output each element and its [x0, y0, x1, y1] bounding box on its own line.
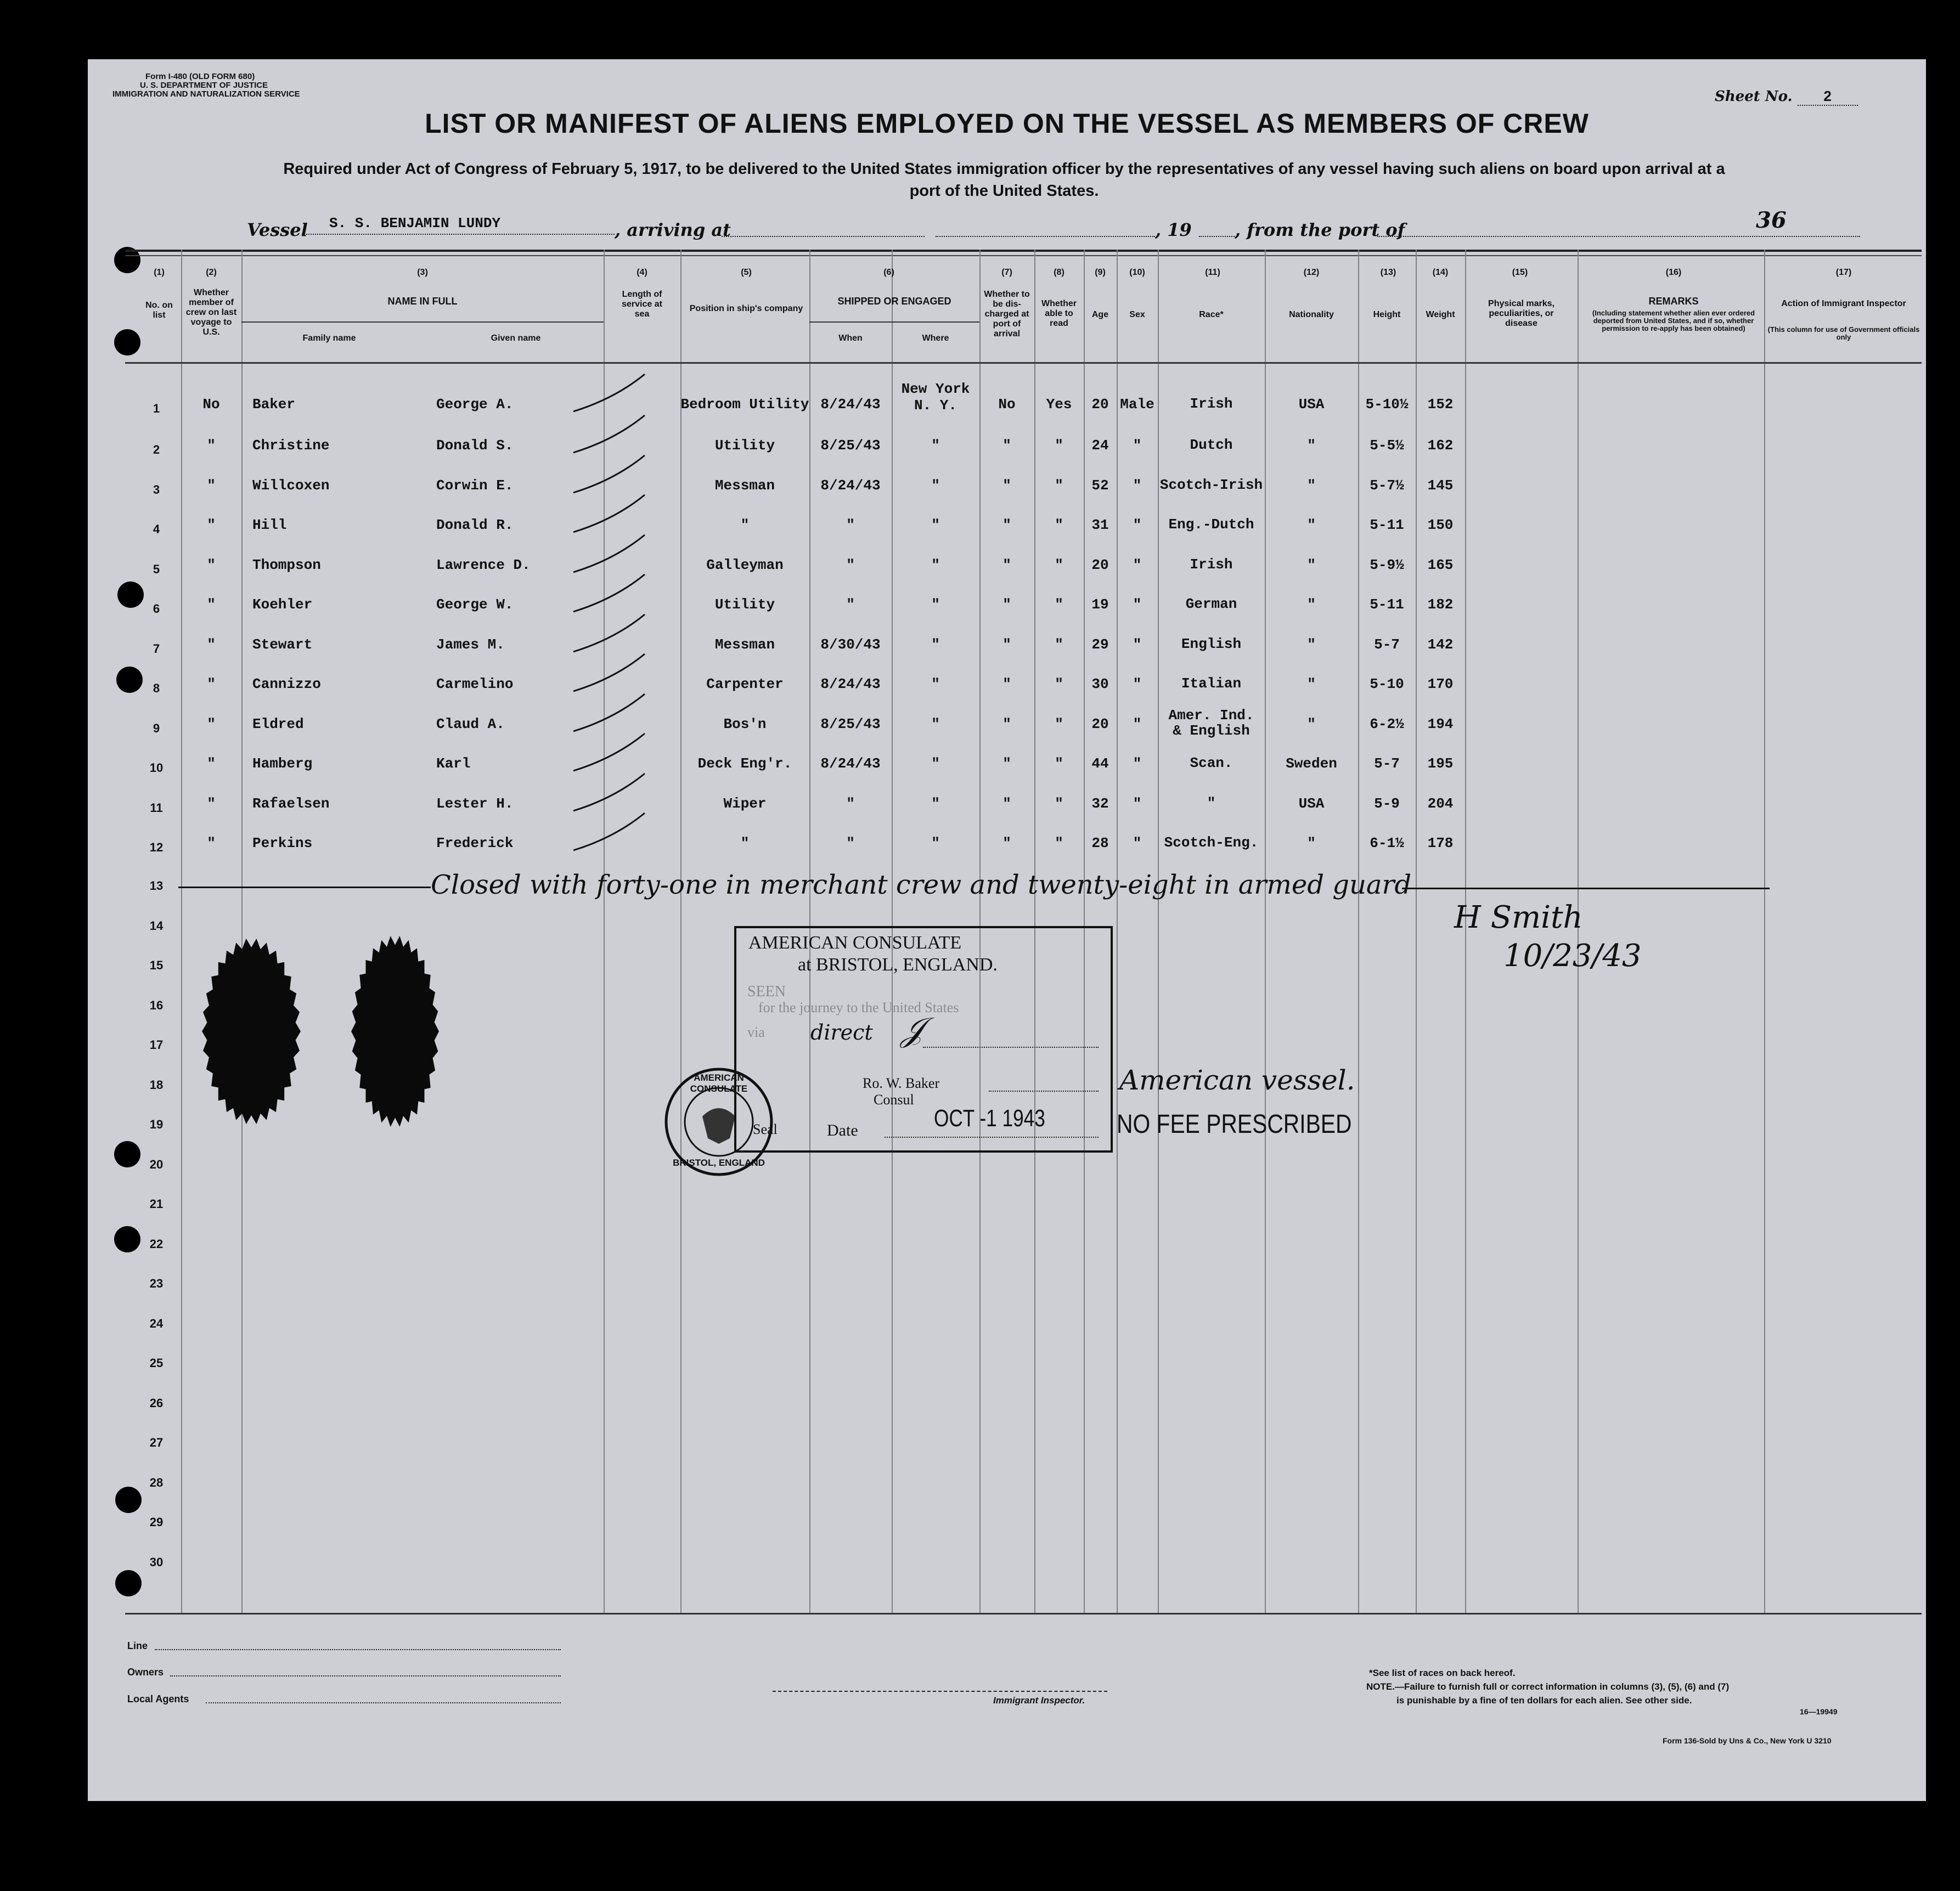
row-number: 10: [149, 761, 164, 775]
cell-weight: 152: [1427, 396, 1454, 413]
col11-number: (11): [1205, 268, 1220, 277]
cell-prev-voyage: ": [207, 755, 216, 772]
col1-number: (1): [154, 268, 165, 277]
cell-nationality: ": [1307, 557, 1316, 573]
punch-hole: [115, 1487, 142, 1513]
cell-able-read: ": [1055, 517, 1063, 533]
col17-header: Action of Immigrant Inspector: [1781, 299, 1906, 308]
cell-race: Eng.-Dutch: [1168, 516, 1254, 533]
arriving-label: , arriving at: [615, 219, 731, 240]
consul-signature: 𝒥: [901, 1011, 924, 1049]
cell-able-read: ": [1055, 596, 1063, 613]
cell-nationality: ": [1307, 437, 1316, 454]
cell-shipped-where: ": [931, 676, 940, 692]
stamp-consul-name: Ro. W. Baker: [863, 1075, 940, 1091]
cell-position: Galleyman: [706, 557, 784, 573]
stamp-date: OCT -1 1943: [934, 1105, 1045, 1132]
cell-weight: 204: [1427, 795, 1454, 812]
from-port-label: , from the port of: [1235, 219, 1405, 240]
cell-position: Utility: [714, 437, 775, 454]
punch-hole: [116, 667, 143, 693]
cell-race: English: [1181, 636, 1242, 652]
col13-number: (13): [1380, 268, 1396, 277]
american-vessel-note: American vessel.: [1119, 1064, 1355, 1096]
cell-nationality: USA: [1298, 396, 1325, 413]
cell-position: Wiper: [723, 795, 767, 812]
cell-age: 44: [1091, 755, 1109, 772]
cell-able-read: ": [1055, 636, 1063, 653]
cell-discharged: ": [1002, 755, 1011, 772]
cell-prev-voyage: ": [207, 477, 216, 494]
col6b-header: Where: [922, 334, 949, 343]
row-number: 5: [153, 562, 160, 576]
cell-sex: ": [1133, 517, 1142, 533]
cell-sex: ": [1133, 755, 1142, 772]
row-number: 22: [149, 1237, 164, 1251]
printer-note: Form 136-Sold by Uns & Co., New York U 3210: [1663, 1736, 1832, 1745]
vessel-name: S. S. BENJAMIN LUNDY: [329, 215, 501, 232]
cell-weight: 145: [1427, 477, 1454, 494]
year-label: , 19: [1155, 219, 1192, 240]
cell-able-read: ": [1055, 795, 1063, 812]
cell-shipped-when: ": [846, 517, 855, 533]
col5-number: (5): [741, 268, 752, 277]
row-number: 4: [153, 522, 160, 536]
department-name: U. S. DEPARTMENT OF JUSTICE: [140, 81, 268, 90]
cell-able-read: ": [1055, 477, 1063, 494]
cell-age: 52: [1091, 477, 1109, 494]
col3-number: (3): [417, 268, 428, 277]
cell-given-name: Carmelino: [436, 676, 514, 692]
row-number: 12: [149, 840, 164, 854]
sheet-label: Sheet No.: [1715, 88, 1793, 105]
cell-discharged: ": [1002, 477, 1011, 494]
col6-header: SHIPPED OR ENGAGED: [837, 296, 951, 307]
form-subtitle-line2: port of the United States.: [909, 182, 1099, 200]
cell-discharged: ": [1002, 437, 1011, 454]
cell-discharged: ": [1002, 676, 1011, 692]
col4-number: (4): [637, 268, 647, 277]
cell-weight: 150: [1427, 517, 1454, 533]
cell-nationality: ": [1307, 517, 1316, 533]
cell-discharged: ": [1002, 716, 1011, 732]
col7-number: (7): [1001, 268, 1012, 277]
cell-shipped-where: ": [931, 795, 940, 812]
cell-able-read: Yes: [1046, 396, 1072, 413]
col2-header: Whether member of crew on last voyage to U.S.: [185, 288, 237, 337]
cell-height: 5-10: [1370, 676, 1404, 692]
col7-header: Whether to be dis-charged at port of arrival: [984, 290, 1030, 338]
cell-family-name: Stewart: [252, 636, 313, 653]
col15-number: (15): [1512, 268, 1528, 277]
row-number: 26: [149, 1396, 164, 1410]
form-number: Form I-480 (OLD FORM 680): [145, 72, 255, 81]
cell-race: Scotch-Irish: [1159, 477, 1263, 493]
col3a-header: Family name: [302, 334, 356, 343]
cell-family-name: Baker: [252, 396, 296, 413]
col11-header: Race*: [1199, 310, 1224, 319]
cell-weight: 182: [1427, 596, 1454, 613]
stamp-via-label: via: [747, 1024, 765, 1040]
cell-height: 5-11: [1370, 596, 1404, 613]
cell-discharged: ": [1002, 557, 1011, 573]
col5-header: Position in ship's company: [689, 304, 803, 313]
row-number: 14: [149, 918, 164, 933]
cell-prev-voyage: ": [207, 517, 216, 533]
row-number: 8: [153, 681, 160, 695]
punch-hole: [114, 329, 140, 355]
cell-sex: ": [1133, 437, 1142, 454]
cell-height: 5-10½: [1365, 396, 1409, 413]
cell-discharged: ": [1002, 835, 1011, 851]
col3-header: NAME IN FULL: [387, 296, 458, 307]
cell-position: Messman: [714, 477, 775, 494]
row-number: 30: [149, 1555, 164, 1569]
cell-shipped-where: ": [931, 636, 940, 653]
col9-header: Age: [1091, 310, 1109, 319]
cell-position: ": [740, 835, 750, 851]
cell-prev-voyage: ": [207, 437, 216, 454]
cell-race: Scan.: [1190, 755, 1233, 771]
col10-number: (10): [1129, 268, 1145, 277]
stamp-consul-title: Consul: [874, 1092, 914, 1108]
cell-shipped-when: 8/24/43: [820, 676, 881, 692]
cell-family-name: Thompson: [252, 557, 321, 573]
cell-given-name: George W.: [436, 596, 514, 613]
races-note: *See list of races on back hereof.: [1369, 1668, 1516, 1678]
cell-shipped-where: ": [931, 437, 940, 454]
line-label: Line: [127, 1640, 148, 1651]
col16-subheader: (Including statement whether alien ever ordered deported from United States, and if so, whether permission to re-apply has been obtained): [1592, 309, 1755, 332]
inspector-signature: H Smith: [1454, 900, 1583, 935]
cell-race: ": [1207, 795, 1216, 811]
stamp-seen: SEEN: [747, 983, 786, 1000]
cell-family-name: Christine: [252, 437, 330, 454]
cell-shipped-when: 8/25/43: [820, 716, 881, 732]
row-number: 15: [149, 958, 164, 972]
cell-weight: 162: [1427, 437, 1454, 454]
row-number: 27: [149, 1436, 164, 1449]
cell-shipped-when: ": [846, 557, 855, 573]
cell-given-name: Lawrence D.: [436, 557, 531, 573]
cell-sex: Male: [1120, 396, 1154, 413]
cell-nationality: ": [1307, 477, 1316, 494]
cell-nationality: ": [1307, 676, 1316, 692]
penalty-note-2: is punishable by a fine of ten dollars for each alien. See other side.: [1396, 1695, 1692, 1706]
col6a-header: When: [838, 334, 863, 343]
cell-height: 6-1½: [1370, 835, 1404, 851]
row-number: 16: [149, 998, 164, 1012]
cell-age: 32: [1091, 795, 1109, 812]
cell-shipped-where: ": [931, 835, 940, 851]
row-number: 7: [153, 642, 160, 656]
row-number: 20: [149, 1157, 164, 1171]
sheet-number: 2: [1798, 88, 1858, 106]
col14-header: Weight: [1426, 310, 1455, 319]
col12-header: Nationality: [1289, 310, 1334, 319]
cell-position: ": [740, 517, 750, 533]
cell-given-name: James M.: [436, 636, 505, 653]
cell-given-name: Lester H.: [436, 795, 514, 812]
cell-shipped-when: 8/24/43: [820, 477, 881, 494]
stamp-journey: for the journey to the United States: [758, 1000, 959, 1015]
cell-height: 5-9: [1374, 795, 1400, 812]
cell-race: Irish: [1190, 556, 1233, 573]
no-fee-stamp: NO FEE PRESCRIBED: [1117, 1110, 1352, 1139]
row-number: 21: [149, 1197, 164, 1211]
cell-height: 5-9½: [1370, 557, 1404, 573]
row-number: 9: [153, 721, 160, 735]
closing-line-left: [178, 887, 431, 888]
row-number: 2: [153, 443, 160, 456]
cell-shipped-where: New York N. Y.: [901, 381, 970, 414]
cell-family-name: Rafaelsen: [252, 795, 330, 812]
cell-position: Messman: [714, 636, 775, 653]
row-number: 13: [149, 879, 164, 893]
cell-shipped-when: ": [846, 835, 855, 851]
cell-nationality: ": [1307, 716, 1316, 732]
cell-age: 20: [1091, 396, 1109, 413]
punch-hole: [115, 1570, 142, 1596]
cell-shipped-when: 8/25/43: [820, 437, 881, 454]
col2-number: (2): [206, 268, 217, 277]
immigrant-inspector-label: Immigrant Inspector.: [993, 1695, 1085, 1706]
cell-nationality: ": [1307, 835, 1316, 851]
col1-header: No. on list: [145, 301, 173, 320]
cell-nationality: USA: [1298, 795, 1325, 812]
cell-discharged: ": [1002, 636, 1011, 653]
cell-weight: 195: [1427, 755, 1454, 772]
cell-able-read: ": [1055, 716, 1063, 732]
cell-race: Amer. Ind. & English: [1168, 707, 1254, 739]
cell-age: 31: [1091, 517, 1109, 533]
cell-given-name: Claud A.: [436, 716, 505, 732]
cell-age: 19: [1091, 596, 1109, 613]
cell-shipped-where: ": [931, 755, 940, 772]
cell-prev-voyage: ": [207, 716, 216, 732]
form-code: 16—19949: [1800, 1707, 1838, 1716]
col3b-header: Given name: [491, 334, 541, 343]
col13-header: Height: [1373, 310, 1401, 319]
cell-age: 20: [1091, 557, 1109, 573]
row-number: 18: [149, 1077, 164, 1092]
cell-sex: ": [1133, 795, 1142, 812]
cell-prev-voyage: ": [207, 557, 216, 573]
cell-family-name: Koehler: [252, 596, 313, 613]
cell-weight: 165: [1427, 557, 1454, 573]
cell-prev-voyage: ": [207, 596, 216, 613]
row-number: 17: [149, 1038, 164, 1052]
col10-header: Sex: [1129, 310, 1145, 319]
cell-prev-voyage: ": [207, 676, 216, 692]
cell-nationality: ": [1307, 596, 1316, 613]
cell-shipped-where: ": [931, 517, 940, 533]
cell-age: 24: [1091, 437, 1109, 454]
service-name: IMMIGRATION AND NATURALIZATION SERVICE: [112, 89, 300, 99]
cell-family-name: Willcoxen: [252, 477, 330, 494]
form-title: LIST OR MANIFEST OF ALIENS EMPLOYED ON THE VESSEL AS MEMBERS OF CREW: [425, 108, 1589, 139]
cell-height: 5-7½: [1370, 477, 1404, 494]
seal-top-text: AMERICAN CONSULATE: [690, 1072, 748, 1094]
cell-given-name: Frederick: [436, 835, 514, 851]
cell-shipped-where: ": [931, 716, 940, 732]
cell-shipped-where: ": [931, 557, 940, 573]
cell-position: Bos'n: [723, 716, 767, 732]
cell-able-read: ": [1055, 835, 1063, 851]
cell-sex: ": [1133, 557, 1142, 573]
cell-given-name: George A.: [436, 396, 514, 413]
stamp-via-value: direct: [810, 1020, 873, 1045]
col17-subheader: (This column for use of Government officials only: [1767, 325, 1920, 341]
cell-discharged: ": [1002, 795, 1011, 812]
cell-shipped-when: 8/24/43: [820, 755, 881, 772]
cell-height: 5-7: [1374, 755, 1400, 772]
cell-height: 5-5½: [1370, 437, 1404, 454]
row-number: 11: [150, 801, 163, 815]
col9-number: (9): [1095, 268, 1106, 277]
local-agents-label: Local Agents: [127, 1694, 189, 1704]
cell-able-read: ": [1055, 755, 1063, 772]
cell-height: 6-2½: [1370, 716, 1404, 732]
cell-family-name: Eldred: [252, 716, 304, 732]
cell-family-name: Hill: [252, 517, 287, 533]
cell-height: 5-7: [1374, 636, 1400, 653]
cell-shipped-when: ": [846, 596, 855, 613]
cell-shipped-when: 8/30/43: [820, 636, 881, 653]
cell-race: Dutch: [1190, 437, 1233, 453]
cell-race: Scotch-Eng.: [1164, 834, 1259, 851]
row-number: 1: [153, 402, 160, 415]
cell-given-name: Donald R.: [436, 517, 514, 533]
stamp-consulate: AMERICAN CONSULATE: [748, 933, 962, 953]
cell-given-name: Donald S.: [436, 437, 514, 454]
cell-family-name: Perkins: [252, 835, 313, 851]
cell-prev-voyage: ": [207, 795, 216, 812]
cell-sex: ": [1133, 835, 1142, 851]
col14-number: (14): [1432, 268, 1449, 277]
closing-note: Closed with forty-one in merchant crew and twenty-eight in armed guard: [431, 870, 1412, 900]
row-number: 24: [149, 1316, 164, 1330]
handwritten-number: 36: [1756, 207, 1787, 233]
cell-discharged: ": [1002, 596, 1011, 613]
seal-bottom-text: BRISTOL, ENGLAND: [673, 1158, 765, 1168]
cell-age: 30: [1091, 676, 1109, 692]
row-number: 29: [149, 1515, 164, 1529]
col4-header: Length of service at sea: [622, 290, 662, 319]
cell-sex: ": [1133, 636, 1142, 653]
punch-hole: [114, 1226, 140, 1252]
cell-weight: 178: [1427, 835, 1454, 851]
cell-able-read: ": [1055, 437, 1063, 454]
cell-discharged: No: [998, 396, 1016, 413]
owners-label: Owners: [127, 1667, 164, 1678]
closing-line-right: [1402, 888, 1770, 889]
cell-prev-voyage: No: [202, 396, 220, 413]
cell-prev-voyage: ": [207, 636, 216, 653]
cell-shipped-where: ": [931, 477, 940, 494]
col17-number: (17): [1835, 268, 1852, 277]
stamp-location: at BRISTOL, ENGLAND.: [798, 955, 998, 975]
cell-prev-voyage: ": [207, 835, 216, 851]
row-number: 23: [149, 1277, 164, 1290]
col16-header: REMARKS: [1648, 296, 1699, 307]
col12-number: (12): [1303, 268, 1320, 277]
stamp-date-label: Date: [827, 1121, 858, 1139]
cell-able-read: ": [1055, 557, 1063, 573]
cell-discharged: ": [1002, 517, 1011, 533]
col15-header: Physical marks, peculiarities, or disease: [1488, 299, 1555, 328]
cell-weight: 170: [1427, 676, 1454, 692]
cell-position: Bedroom Utility: [680, 396, 809, 413]
vessel-label: Vessel: [247, 219, 308, 240]
cell-sex: ": [1133, 716, 1142, 732]
consulate-stamp: [734, 926, 1113, 1153]
row-number: 6: [153, 602, 160, 616]
row-number: 28: [149, 1475, 164, 1489]
cell-weight: 142: [1427, 636, 1454, 653]
inspector-date: 10/23/43: [1503, 938, 1642, 974]
cell-race: German: [1185, 596, 1237, 612]
cell-family-name: Cannizzo: [252, 676, 321, 692]
col6-number: (6): [883, 268, 894, 277]
cell-nationality: Sweden: [1286, 755, 1337, 772]
row-number: 25: [149, 1356, 164, 1370]
cell-age: 28: [1091, 835, 1109, 851]
cell-family-name: Hamberg: [252, 755, 313, 772]
cell-given-name: Karl: [436, 755, 471, 772]
stamp-seal-label: Seal: [753, 1121, 778, 1137]
cell-height: 5-11: [1370, 517, 1404, 533]
row-number: 19: [149, 1117, 164, 1131]
cell-given-name: Corwin E.: [436, 477, 514, 494]
cell-position: Carpenter: [706, 676, 784, 692]
cell-position: Deck Eng'r.: [697, 755, 792, 772]
form-subtitle-line1: Required under Act of Congress of February 5, 1917, to be delivered to the United States immigration officer by the representatives of any vessel having such aliens on board upon arrival at a: [283, 160, 1725, 178]
col8-number: (8): [1054, 268, 1065, 277]
cell-weight: 194: [1427, 716, 1454, 732]
cell-age: 29: [1091, 636, 1109, 653]
cell-position: Utility: [714, 596, 775, 613]
cell-race: Italian: [1181, 675, 1242, 692]
col8-header: Whether able to read: [1041, 299, 1077, 328]
cell-shipped-when: 8/24/43: [820, 396, 881, 413]
cell-sex: ": [1133, 477, 1142, 494]
col16-number: (16): [1665, 268, 1682, 277]
cell-age: 20: [1091, 716, 1109, 732]
cell-able-read: ": [1055, 676, 1063, 692]
cell-nationality: ": [1307, 636, 1316, 653]
punch-hole: [114, 1141, 140, 1167]
cell-sex: ": [1133, 676, 1142, 692]
cell-race: Irish: [1190, 396, 1233, 412]
row-number: 3: [153, 483, 160, 496]
cell-shipped-when: ": [846, 795, 855, 812]
penalty-note: NOTE.—Failure to furnish full or correct information in columns (3), (5), (6) and (7): [1366, 1681, 1730, 1692]
cell-shipped-where: ": [931, 596, 940, 613]
cell-sex: ": [1133, 596, 1142, 613]
